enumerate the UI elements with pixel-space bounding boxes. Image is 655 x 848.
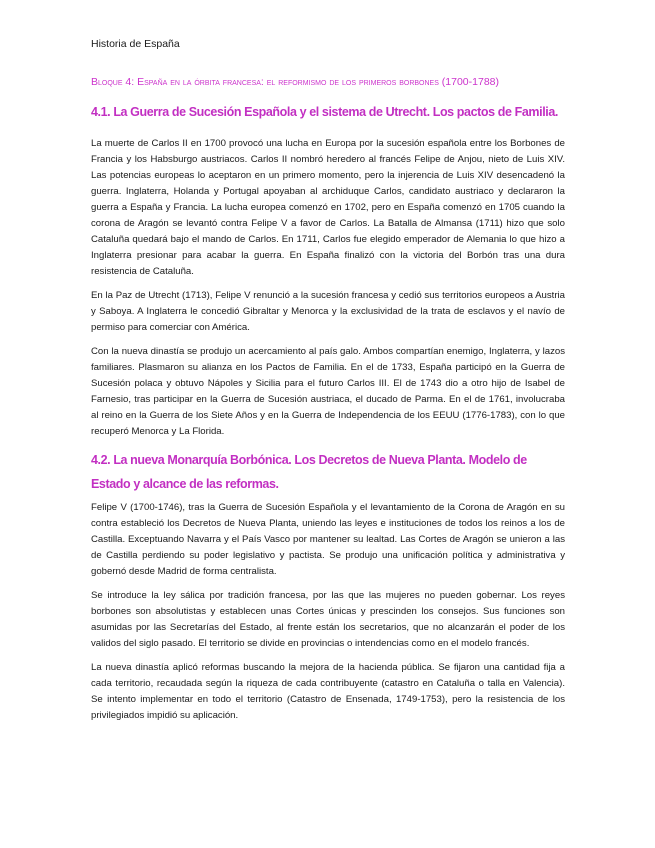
paragraph: Con la nueva dinastía se produjo un acercamiento al país galo. Ambos compartían enemigo, Inglaterra, y lazos familiares. Plasmaron su alianza en los Pactos de Familia. En el de 1733, España participó en la Guerra de Sucesión polaca y obtuvo Nápoles y Sicilia para el futuro Carlos III. El de 1743 dio a otro hijo de Isabel de Farnesio, tras participar en la Guerra de Sucesión austriaca, el ducado de Parma. En el de 1761, involucraba al reino en la Guerra de los Siete Años y en la Guerra de Independencia de los EEUU (1776-1783), con lo que recuperó Menorca y La Florida. bbox=[91, 346, 565, 437]
paragraph: La muerte de Carlos II en 1700 provocó una lucha en Europa por la sucesión española entre los Borbones de Francia y los Habsburgo austriacos. Carlos II nombró heredero al francés Felipe de Anjou, nieto de Luis XIV. Las potencias europeas lo aceptaron en un primero momento, pero la injerencia de Luis XIV desencadenó la guerra. Inglaterra, Holanda y Portugal apoyaban al archiduque Carlos, candidato austriaco y declararon la guerra a España y Francia. La lucha europea comenzó en 1702, pero en España comenzó en 1705 cuando la corona de Aragón se levantó contra Felipe V a favor de Carlos. La Batalla de Almansa (1711) hizo que solo Cataluña quedará bajo el mando de Carlos. En 1711, Carlos fue elegido emperador de Alemania lo que hizo a Inglaterra presionar para acabar la guerra. En España finalizó con la victoria del Borbón tras una dura resistencia de Cataluña. bbox=[91, 138, 565, 277]
paragraph: La nueva dinastía aplicó reformas buscando la mejora de la hacienda pública. Se fijaron una cantidad fija a cada territorio, recaudada según la riqueza de cada contribuyente (catastro en Cataluña o talla en Valencia). Se intento implementar en todo el territorio (Catastro de Ensenada, 1749-1753), pero la resistencia de los privilegiados impidió su aplicación. bbox=[91, 662, 565, 721]
section-title-4-2: 4.2. La nueva Monarquía Borbónica. Los Decretos de Nueva Planta. Modelo de Estado y alcance de las reformas. bbox=[91, 453, 527, 491]
section-title-4-1: 4.1. La Guerra de Sucesión Española y el sistema de Utrecht. Los pactos de Familia. bbox=[91, 105, 558, 119]
paragraph: Se introduce la ley sálica por tradición francesa, por las que las mujeres no pueden gobernar. Los reyes borbones son absolutistas y establecen unas Cortes únicas y prescinden los consejos. Sus funciones son asumidas por las Secretarías del Estado, al frente están los secretarios, que no alcanzarán el poder de los validos del siglo pasado. El territorio se divide en provincias o intendencias como en el modelo francés. bbox=[91, 590, 565, 649]
paragraph: En la Paz de Utrecht (1713), Felipe V renunció a la sucesión francesa y cedió sus territorios europeos a Austria y Saboya. A Inglaterra le concedió Gibraltar y Menorca y la exclusividad de la trata de esclavos y el navío de permiso para comerciar con América. bbox=[91, 290, 565, 333]
paragraph: Felipe V (1700-1746), tras la Guerra de Sucesión Española y el levantamiento de la Corona de Aragón en su contra estableció los Decretos de Nueva Planta, uniendo las leyes e instituciones de todos los reinos a los de Castilla. Exceptuando Navarra y el País Vasco por mantener su lealtad. Las Cortes de Aragón se unieron a las de Castilla perdiendo su poder legislativo y pactista. Se produjo una unificación política y administrativa y gobernó desde Madrid de forma centralista. bbox=[91, 502, 565, 577]
block-heading: Bloque 4: España en la órbita francesa: el reformismo de los primeros borbones (1700-1788) bbox=[91, 76, 499, 88]
running-header: Historia de España bbox=[91, 38, 180, 50]
